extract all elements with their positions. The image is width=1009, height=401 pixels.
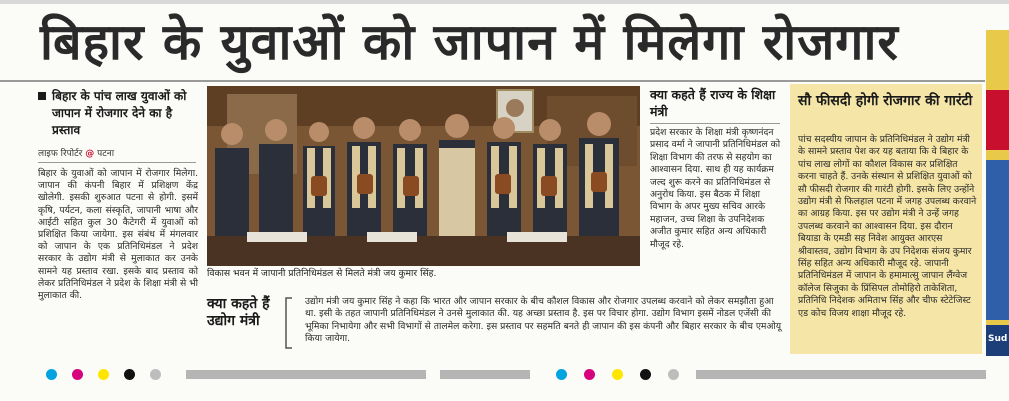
byline-at-sign: @ [85,149,95,159]
register-black-dot [124,369,135,380]
register-magenta-dot-2 [584,369,595,380]
register-cyan-dot-2 [556,369,567,380]
register-yellow-dot-2 [612,369,623,380]
top-rule [0,0,1009,4]
print-register-bar [0,364,1009,386]
education-minister-divider [650,123,780,124]
register-cyan-dot [46,369,57,380]
industry-minister-body: उद्योग मंत्री जय कुमार सिंह ने कहा कि भारत और जापान सरकार के बीच कौशल विकास और रोजगार उपलब्ध करवाने को लेकर समझौता हुआ था. इसी के तहत जापानी प्रतिनिधिमंडल ने उनसे मुलाकात की. यह अच्छा प्रस्ताव है. इस पर विचार होगा. उद्योग विभाग इसमें नोडल एजेंसी की भूमिका निभायेगा और सभी विभागों से तालमेल करेगा. इस प्रस्ताव पर सहमति बनते ही जापान की इस कंपनी और बिहार सरकार के बीच एमओयू किया जायेगा. [305,296,782,345]
register-yellow-dot [98,369,109,380]
register-gray-dot-2 [668,369,679,380]
education-minister-body: प्रदेश सरकार के शिक्षा मंत्री कृष्णनंदन प्रसाद वर्मा ने जापानी प्रतिनिधिमंडल को शिक्षा विभाग की तरफ से सहयोग का आश्वासन दिया. साथ ही यह कार्यक्रम जल्द शुरू करने का प्रतिनिधिमंडल से अनुरोध किया. इस बैठक में शिक्षा विभाग के अपर मुख्य सचिव आरके महाजन, उच्च शिक्षा के उपनिदेशक अजीत कुमार सहित अन्य अधिकारी मौजूद रहे. [650,127,781,250]
page-headline: बिहार के युवाओं को जापान में मिलेगा रोजगार [40,12,899,71]
education-minister-heading: क्या कहते हैं राज्य के शिक्षा मंत्री [650,87,776,119]
ad-blue-band [986,160,1009,320]
left-story-subheading [38,88,198,139]
ad-text: Sud [988,334,1008,344]
industry-minister-heading: क्या कहते हैं उद्योग मंत्री [207,296,270,329]
byline-place: पटना [97,149,115,159]
byline-divider [38,162,196,163]
register-gray-dot [150,369,161,380]
guarantee-body: पांच सदस्यीय जापान के प्रतिनिधिमंडल ने उद्योग मंत्री के सामने प्रस्ताव पेश कर यह बताया कि वे बिहार के पांच लाख लोगों का कौशल विकास कर प्रशिक्षित करना चाहते हैं. उनके संस्थान से प्रशिक्षित युवाओं को सौ फीसदी रोजगार की गारंटी होगी. इसके लिए उन्होंने उद्योग मंत्री से फिलहाल पटना में जगह उपलब्ध करवाने का आग्रह किया. इस पर उद्योग मंत्री ने उन्हें जगह उपलब्ध करवाने का आश्वासन दिया. इस दौरान बियाडा के एमडी सह निवेश आयुक्त आरएस श्रीवास्तव, उद्योग विभाग के उप निदेशक संजय कुमार सिंह सहित अन्य अधिकारी मौजूद रहे. जापानी प्रतिनिधिमंडल में जापान के हमामात्सु जापान लैंग्वेज कॉलेज सिजुका के प्रिंसिपल तोमोहिरो ताकेशिता, प्रतिनिधि निदेशक अमिताभ सिंह और चीफ स्टेटेजिस्ट एड कोच विजय शाक्षा मौजूद रहे. [798,134,977,319]
register-gray-bar-left [186,370,426,379]
guarantee-heading: सौ फीसदी होगी रोजगार की गारंटी [798,93,973,109]
register-magenta-dot [72,369,83,380]
left-story-subheading-text: बिहार के पांच लाख युवाओं को जापान में रोजगार देने का है प्रस्ताव [52,89,187,137]
pull-quote-bracket-icon [284,296,294,350]
news-photo-delegation [207,86,640,266]
left-story-body: बिहार के युवाओं को जापान में रोजगार मिलेगा. जापान की कंपनी बिहार में प्रशिक्षण केंद्र खोलेगी. इसकी शुरुआत पटना से होगी. इसमें कृषि, पर्यटन, कला संस्कृति, जापानी भाषा और आईटी सहित कुल 30 कैटेगरी में युवाओं को प्रशिक्षित किया जायेगा. इस संबंध में मंगलवार को जापान के एक प्रतिनिधिमंडल ने प्रदेश सरकार के उद्योग मंत्री से मुलाकात कर उनके सामने यह प्रस्ताव रखा. इसके बाद प्रस्ताव को लेकर प्रतिनिधिमंडल ने प्रदेश के शिक्षा मंत्री से भी मुलाकात की. [38,168,198,302]
side-advertisement [986,30,1009,356]
headline-divider [0,80,985,82]
register-black-dot-2 [640,369,651,380]
photo-illustration [207,86,640,266]
byline-reporter: लाइफ रिपोर्टर [38,149,83,159]
photo-caption: विकास भवन में जापानी प्रतिनिधिमंडल से मिलते मंत्री जय कुमार सिंह. [207,268,437,279]
ad-red-band [986,90,1009,150]
byline [38,146,198,159]
register-gray-bar-mid [440,370,530,379]
register-gray-bar-right [696,370,986,379]
